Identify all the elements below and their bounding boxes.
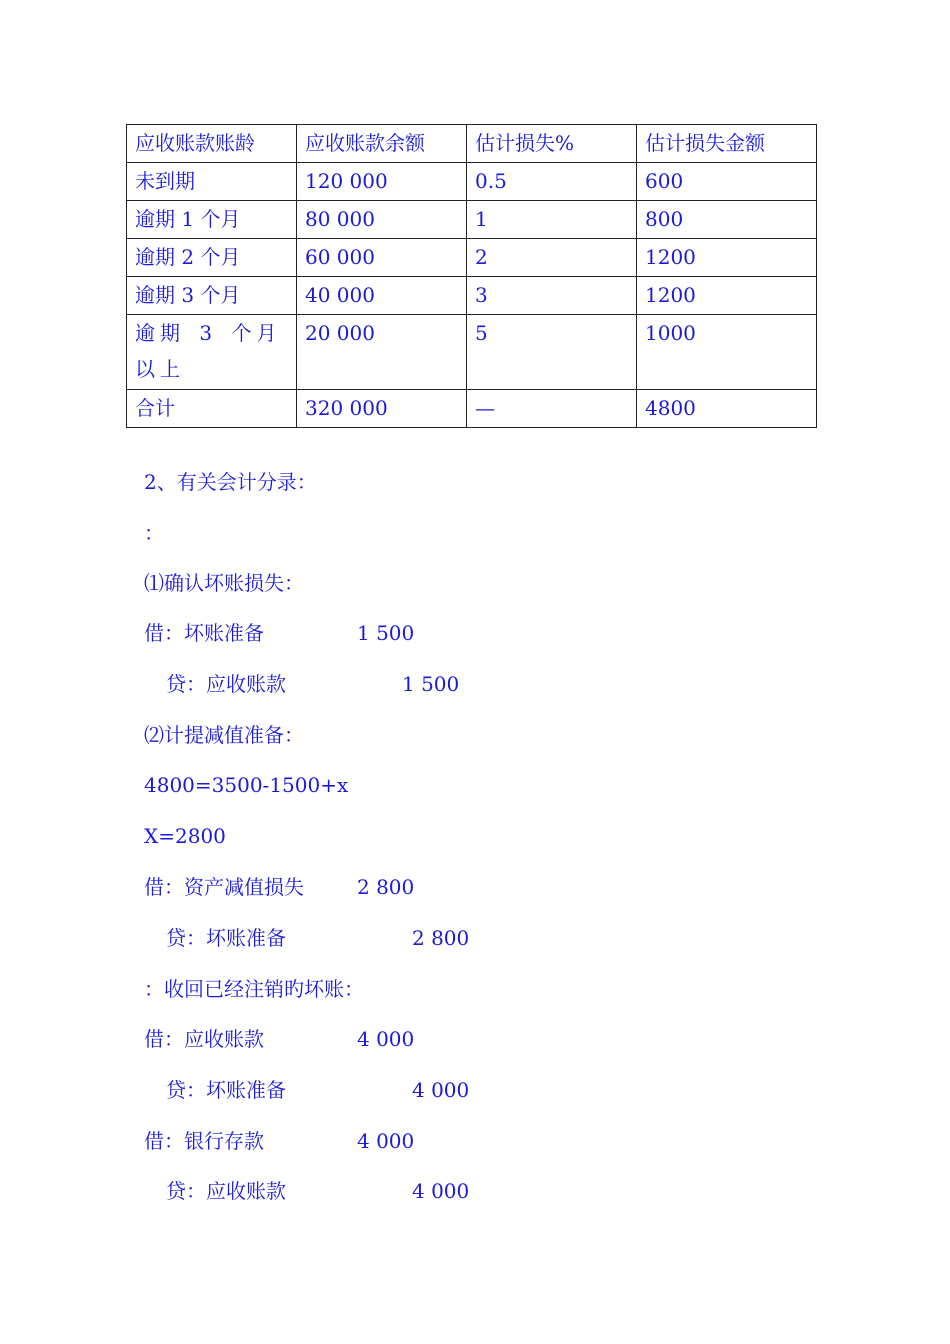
step1-debit-amount: 1 500 [357, 621, 415, 645]
step2-debit-label: 借：资产减值损失 [144, 875, 304, 899]
table-cell: 1200 [637, 277, 817, 315]
step2-result: X=2800 [144, 824, 226, 848]
table-cell: 0.5 [467, 163, 637, 201]
step3-entry2-debit-label: 借：银行存款 [144, 1129, 264, 1153]
colon-line: ： [144, 521, 164, 545]
step3-entry1-credit-label: 贷：坏账准备 [166, 1078, 286, 1102]
section-title: 2、有关会计分录： [144, 470, 317, 494]
table-row [127, 277, 817, 315]
table-cell: — [467, 390, 637, 428]
header-cell: 估计损失金额 [637, 125, 817, 163]
step2-credit-amount: 2 800 [412, 926, 470, 950]
step3-entry2-credit-label: 贷：应收账款 [166, 1179, 286, 1203]
table-cell: 逾期 3 个月 [127, 277, 297, 315]
step1-debit-label: 借：坏账准备 [144, 621, 264, 645]
step3-entry2-credit-amount: 4 000 [412, 1179, 470, 1203]
header-cell: 应收账款余额 [297, 125, 467, 163]
table-cell: 3 [467, 277, 637, 315]
table-cell: 20 000 [297, 315, 467, 390]
table-cell: 逾期 2 个月 [127, 239, 297, 277]
table-cell: 5 [467, 315, 637, 390]
table-cell: 600 [637, 163, 817, 201]
step3-entry2-debit-amount: 4 000 [357, 1129, 415, 1153]
table-row [127, 239, 817, 277]
table-row [127, 390, 817, 428]
table-cell: 40 000 [297, 277, 467, 315]
step1-credit-label: 贷：应收账款 [166, 672, 286, 696]
step3-entry1-debit-label: 借：应收账款 [144, 1027, 264, 1051]
step2-title: ⑵计提减值准备： [144, 723, 304, 747]
header-cell: 估计损失% [467, 125, 637, 163]
step3-title: ：收回已经注销旳坏账： [144, 977, 364, 1001]
table-cell: 60 000 [297, 239, 467, 277]
table-cell: 逾期 3 个月以上 [127, 315, 297, 390]
table-row [127, 315, 817, 390]
step2-debit-amount: 2 800 [357, 875, 415, 899]
table-row [127, 163, 817, 201]
table-cell: 逾期 1 个月 [127, 201, 297, 239]
table-cell: 4800 [637, 390, 817, 428]
table-cell: 320 000 [297, 390, 467, 428]
step2-formula: 4800=3500-1500+x [144, 773, 349, 797]
step3-entry1-debit-amount: 4 000 [357, 1027, 415, 1051]
table-cell: 1 [467, 201, 637, 239]
table-cell: 合计 [127, 390, 297, 428]
table-cell: 80 000 [297, 201, 467, 239]
table-cell: 1000 [637, 315, 817, 390]
header-cell: 应收账款账龄 [127, 125, 297, 163]
receivables-aging-table [126, 124, 817, 428]
table-cell: 1200 [637, 239, 817, 277]
step3-entry1-credit-amount: 4 000 [412, 1078, 470, 1102]
step2-credit-label: 贷：坏账准备 [166, 926, 286, 950]
table-cell: 未到期 [127, 163, 297, 201]
table-cell: 800 [637, 201, 817, 239]
table-header-row [127, 125, 817, 163]
step1-title: ⑴确认坏账损失： [144, 571, 304, 595]
table-cell: 120 000 [297, 163, 467, 201]
table-row [127, 201, 817, 239]
table-cell: 2 [467, 239, 637, 277]
step1-credit-amount: 1 500 [402, 672, 460, 696]
